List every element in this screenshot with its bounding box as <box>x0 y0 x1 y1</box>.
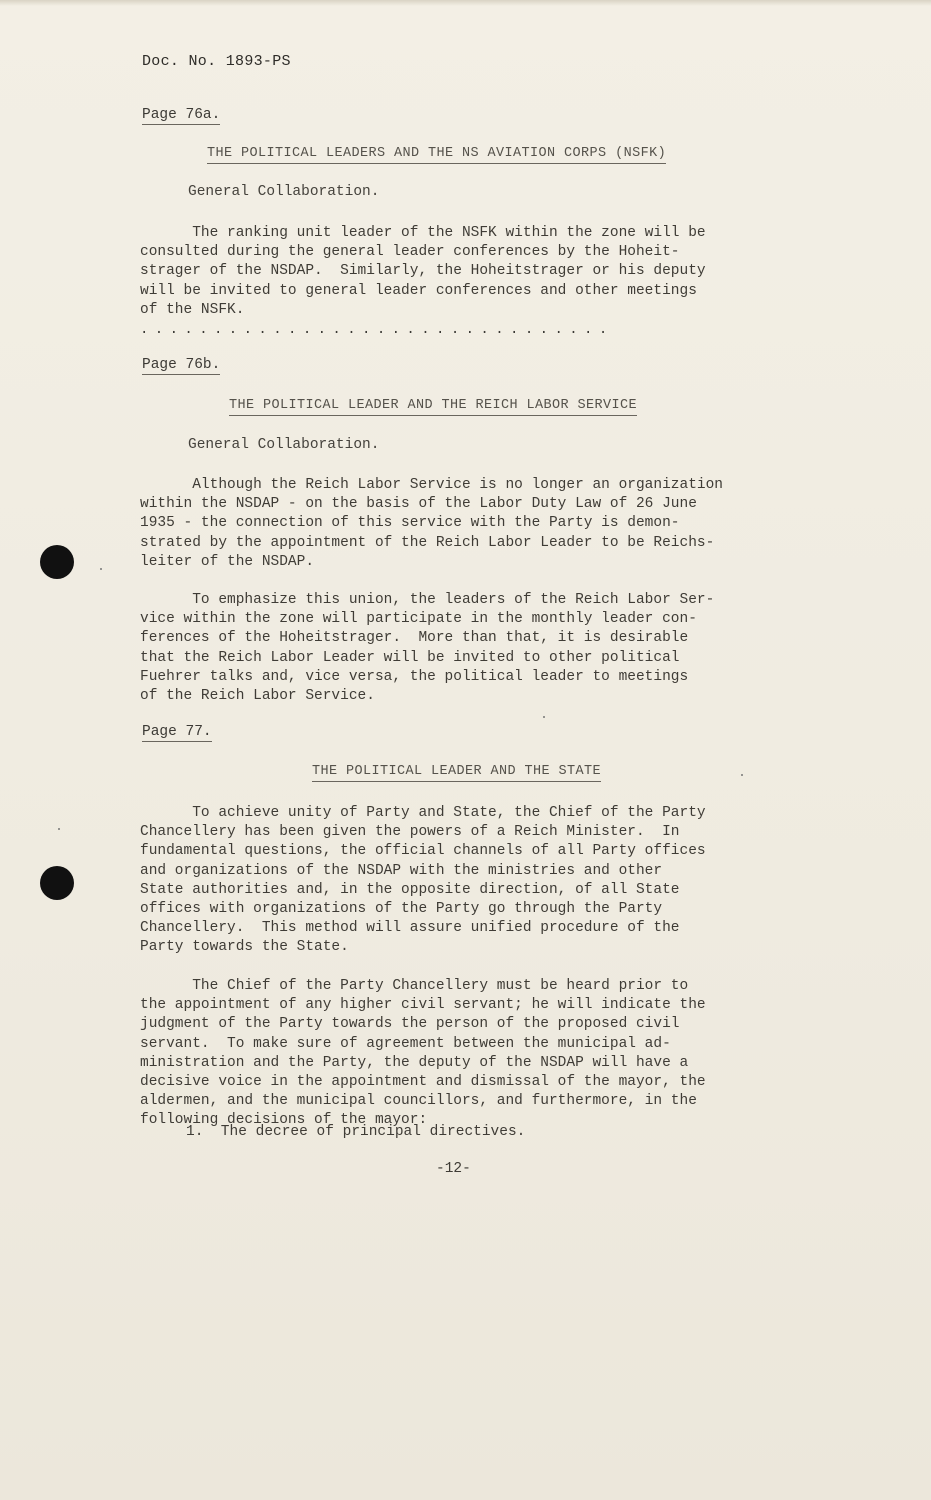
paragraph <box>140 804 780 958</box>
page-reference: Page 76b. <box>142 357 221 373</box>
text-line: judgment of the Party towards the person of the proposed civil <box>140 1016 680 1033</box>
paragraph <box>140 977 780 1131</box>
text-line: within the NSDAP - on the basis of the Labor Duty Law of 26 June <box>140 496 697 513</box>
page-top-edge <box>0 0 931 6</box>
page-number: -12- <box>436 1161 471 1177</box>
text-line: that the Reich Labor Leader will be invited to other political <box>140 649 680 666</box>
paper-speck <box>58 828 60 830</box>
text-line: Party towards the State. <box>140 939 349 956</box>
text-line: of the Reich Labor Service. <box>140 688 375 705</box>
page-reference: Page 76a. <box>142 107 221 123</box>
paper-speck <box>100 568 102 570</box>
text-line: strager of the NSDAP. Similarly, the Hoheitstrager or his deputy <box>140 263 706 280</box>
punch-hole <box>40 866 74 900</box>
paper-speck <box>741 774 743 776</box>
section-heading: THE POLITICAL LEADER AND THE REICH LABOR SERVICE <box>229 398 637 416</box>
paragraph <box>140 591 780 706</box>
text-line: To emphasize this union, the leaders of the Reich Labor Ser- <box>140 592 715 608</box>
paper-speck <box>543 716 545 718</box>
text-line: State authorities and, in the opposite direction, of all State <box>140 881 680 898</box>
text-line: fundamental questions, the official channels of all Party offices <box>140 843 706 860</box>
text-line: ferences of the Hoheitstrager. More than that, it is desirable <box>140 630 689 647</box>
text-line: To achieve unity of Party and State, the Chief of the Party <box>140 805 706 821</box>
section-subheading: General Collaboration. <box>188 437 380 453</box>
text-line: and organizations of the NSDAP with the ministries and other <box>140 862 663 879</box>
text-line: 1935 - the connection of this service with the Party is demon- <box>140 515 680 532</box>
text-line: Fuehrer talks and, vice versa, the political leader to meetings <box>140 668 689 685</box>
text-line: Chancellery has been given the powers of a Reich Minister. In <box>140 824 680 841</box>
text-line: leiter of the NSDAP. <box>140 553 315 570</box>
section-heading: THE POLITICAL LEADERS AND THE NS AVIATION CORPS (NSFK) <box>207 146 666 164</box>
text-line: Chancellery. This method will assure unified procedure of the <box>140 920 680 937</box>
document-number: Doc. No. 1893-PS <box>142 53 291 70</box>
text-line: vice within the zone will participate in the monthly leader con- <box>140 611 697 628</box>
text-line: consulted during the general leader conferences by the Hoheit- <box>140 244 680 261</box>
text-line: will be invited to general leader conferences and other meetings <box>140 282 697 299</box>
text-line: decisive voice in the appointment and dismissal of the mayor, the <box>140 1074 706 1091</box>
section-heading: THE POLITICAL LEADER AND THE STATE <box>312 764 601 782</box>
text-line: of the NSFK. <box>140 301 245 318</box>
text-line: servant. To make sure of agreement between the municipal ad- <box>140 1035 671 1052</box>
page-reference: Page 77. <box>142 724 212 740</box>
text-line: the appointment of any higher civil servant; he will indicate the <box>140 997 706 1014</box>
text-line: strated by the appointment of the Reich Labor Leader to be Reichs- <box>140 534 715 551</box>
list-item: 1. The decree of principal directives. <box>186 1124 526 1140</box>
paragraph <box>140 224 780 320</box>
text-line: The ranking unit leader of the NSFK within the zone will be <box>140 225 706 241</box>
section-separator: ................................ <box>140 322 614 338</box>
section-subheading: General Collaboration. <box>188 184 380 200</box>
paragraph <box>140 476 780 572</box>
text-line: Although the Reich Labor Service is no longer an organization <box>140 477 723 493</box>
text-line: offices with organizations of the Party go through the Party <box>140 901 663 918</box>
text-line: The Chief of the Party Chancellery must be heard prior to <box>140 978 689 994</box>
text-line: aldermen, and the municipal councillors, and furthermore, in the <box>140 1093 697 1110</box>
text-line: following decisions of the mayor: <box>140 1112 428 1129</box>
punch-hole <box>40 545 74 579</box>
text-line: ministration and the Party, the deputy of the NSDAP will have a <box>140 1054 689 1071</box>
